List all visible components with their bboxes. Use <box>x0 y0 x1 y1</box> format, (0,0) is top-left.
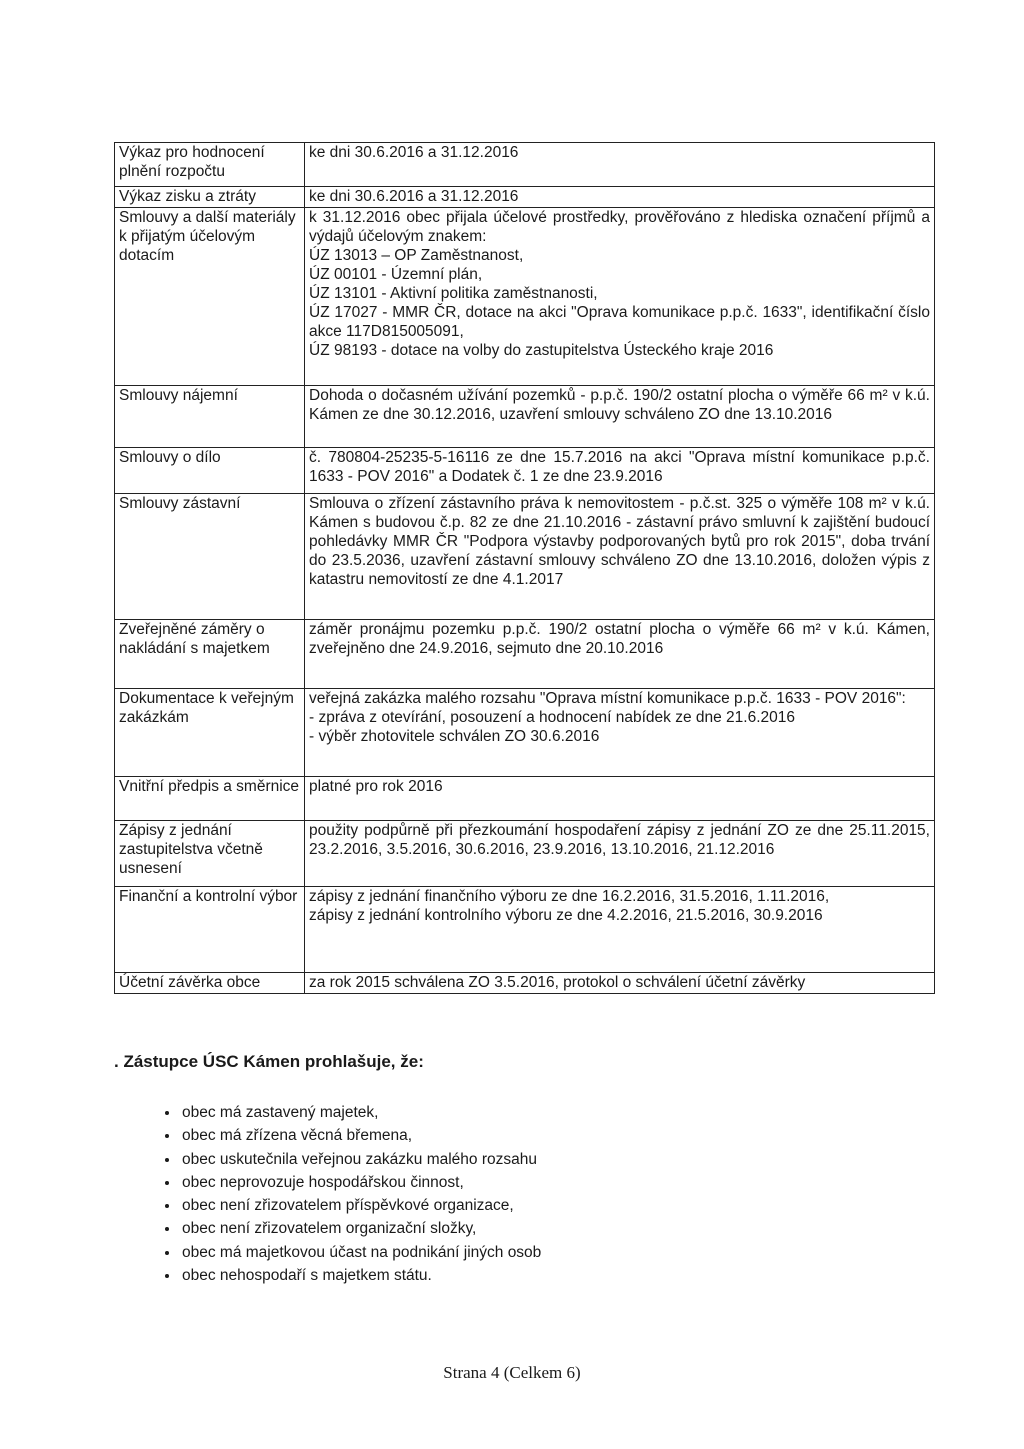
row-content <box>305 777 935 821</box>
row-content <box>305 620 935 689</box>
row-content <box>305 494 935 620</box>
row-content <box>305 689 935 777</box>
row-content-line: zápisy z jednání kontrolního výboru ze dne 4.2.2016, 21.5.2016, 30.9.2016 <box>309 907 823 924</box>
row-content-line: použity podpůrně při přezkoumání hospodaření zápisy z jednání ZO ze dne 25.11.2015, 23.2.2016, 3.5.2016, 30.6.2016, 23.9.2016, 13.10.2016, 21.12.2016 <box>309 822 930 858</box>
row-content-line: za rok 2015 schválena ZO 3.5.2016, protokol o schválení účetní závěrky <box>309 974 806 991</box>
list-item: • obec nehospodaří s majetkem státu. <box>180 1264 541 1287</box>
row-content <box>305 143 935 187</box>
row-content <box>305 386 935 448</box>
row-content <box>305 821 935 887</box>
row-content <box>305 208 935 386</box>
row-content-line: - výběr zhotovitele schválen ZO 30.6.2016 <box>309 728 600 745</box>
row-label: Smlouvy o dílo <box>115 448 305 494</box>
table-row <box>115 689 935 777</box>
list-item: • obec má zřízena věcná břemena, <box>180 1124 541 1147</box>
row-content-line: ÚZ 17027 - MMR ČR, dotace na akci "Oprava komunikace p.p.č. 1633", identifikační číslo akce 117D815005091, <box>309 304 930 340</box>
list-item: • obec neprovozuje hospodářskou činnost, <box>180 1171 541 1194</box>
table-row <box>115 448 935 494</box>
list-item: • obec má zastavený majetek, <box>180 1101 541 1124</box>
row-content <box>305 448 935 494</box>
row-content-line: k 31.12.2016 obec přijala účelové prostředky, prověřováno z hlediska označení příjmů a výdajů účelovým znakem: <box>309 209 930 245</box>
declaration-list <box>135 1101 541 1287</box>
row-content-line: ke dni 30.6.2016 a 31.12.2016 <box>309 188 519 205</box>
table-row <box>115 821 935 887</box>
list-item: • obec má majetkovou účast na podnikání jiných osob <box>180 1241 541 1264</box>
row-label: Smlouvy nájemní <box>115 386 305 448</box>
table-row <box>115 208 935 386</box>
row-label: Dokumentace k veřejným zakázkám <box>115 689 305 777</box>
row-content-line: ke dni 30.6.2016 a 31.12.2016 <box>309 144 519 161</box>
list-item: • obec uskutečnila veřejnou zakázku malého rozsahu <box>180 1148 541 1171</box>
row-content-line: č. 780804-25235-5-16116 ze dne 15.7.2016 na akci "Oprava místní komunikace p.p.č. 1633 - POV 2016" a Dodatek č. 1 ze dne 23.9.2016 <box>309 449 930 485</box>
table-row <box>115 494 935 620</box>
row-label: Vnitřní předpis a směrnice <box>115 777 305 821</box>
row-content-line: ÚZ 13101 - Aktivní politika zaměstnanosti, <box>309 285 598 302</box>
row-label: Účetní závěrka obce <box>115 973 305 994</box>
list-item: • obec není zřizovatelem organizační složky, <box>180 1217 541 1240</box>
row-label: Výkaz pro hodnocení plnění rozpočtu <box>115 143 305 187</box>
row-content-line: ÚZ 13013 – OP Zaměstnanost, <box>309 247 524 264</box>
table-row <box>115 887 935 973</box>
row-content-line: Smlouva o zřízení zástavního práva k nemovitostem - p.č.st. 325 o výměře 108 m² v k.ú. Kámen s budovou č.p. 82 ze dne 21.10.2016 - zástavní právo smluvní k zajištění budoucí pohledávky MMR ČR "Podpora výstavby podporovaných bytů pro rok 2015", doba trvání do 23.5.2036, uzavření zástavní smlouvy schváleno ZO dne 13.10.2016, doložen výpis z katastru nemovitostí ze dne 4.1.2017 <box>309 495 930 588</box>
row-label: Zápisy z jednání zastupitelstva včetně usnesení <box>115 821 305 887</box>
row-label: Zveřejněné záměry o nakládání s majetkem <box>115 620 305 689</box>
table-row <box>115 187 935 208</box>
table-row <box>115 973 935 994</box>
row-content <box>305 973 935 994</box>
row-content-line: platné pro rok 2016 <box>309 778 443 795</box>
documents-table <box>114 142 935 994</box>
table-row <box>115 143 935 187</box>
table-row <box>115 777 935 821</box>
row-content-line: veřejná zakázka malého rozsahu "Oprava místní komunikace p.p.č. 1633 - POV 2016": <box>309 690 906 707</box>
row-label: Smlouvy a další materiály k přijatým účelovým dotacím <box>115 208 305 386</box>
row-label: Smlouvy zástavní <box>115 494 305 620</box>
row-label: Finanční a kontrolní výbor <box>115 887 305 973</box>
page-number: Strana 4 (Celkem 6) <box>443 1363 581 1382</box>
row-label: Výkaz zisku a ztráty <box>115 187 305 208</box>
row-content-line: ÚZ 00101 - Územní plán, <box>309 266 483 283</box>
row-content <box>305 887 935 973</box>
table-row <box>115 386 935 448</box>
row-content-line: Dohoda o dočasném užívání pozemků - p.p.č. 190/2 ostatní plocha o výměře 66 m² v k.ú. Kámen ze dne 30.12.2016, uzavření smlouvy schváleno ZO dne 13.10.2016 <box>309 387 930 423</box>
table-row <box>115 620 935 689</box>
list-item: • obec není zřizovatelem příspěvkové organizace, <box>180 1194 541 1217</box>
row-content-line: zápisy z jednání finančního výboru ze dne 16.2.2016, 31.5.2016, 1.11.2016, <box>309 888 830 905</box>
row-content-line: - zpráva z otevírání, posouzení a hodnocení nabídek ze dne 21.6.2016 <box>309 709 796 726</box>
declaration-heading: . Zástupce ÚSC Kámen prohlašuje, že: <box>114 1052 424 1071</box>
row-content-line: ÚZ 98193 - dotace na volby do zastupitelstva Ústeckého kraje 2016 <box>309 342 774 359</box>
row-content <box>305 187 935 208</box>
row-content-line: záměr pronájmu pozemku p.p.č. 190/2 ostatní plocha o výměře 66 m² v k.ú. Kámen, zveřejněno dne 24.9.2016, sejmuto dne 20.10.2016 <box>309 621 930 657</box>
